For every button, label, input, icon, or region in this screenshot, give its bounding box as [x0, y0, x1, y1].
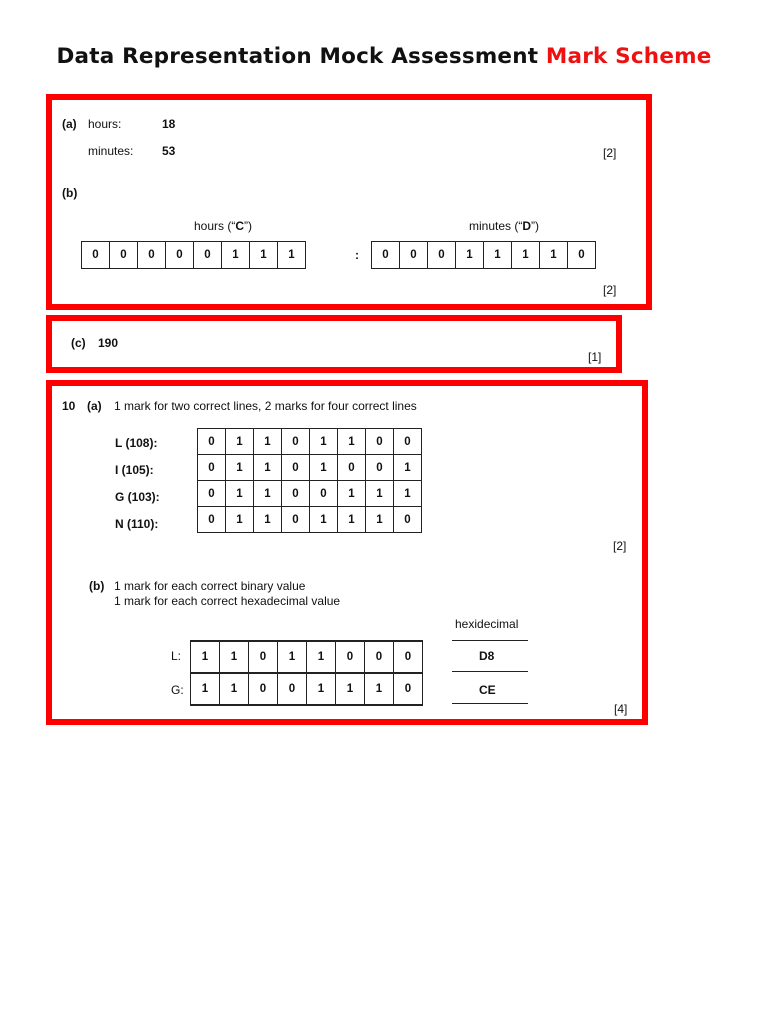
hex-top-rule — [452, 640, 528, 641]
bit-cell: 1 — [254, 507, 282, 533]
q10-part-b-label: (b) — [89, 579, 105, 593]
hex-value-L: D8 — [479, 649, 495, 663]
hours-bit: 0 — [138, 242, 166, 269]
hours-bit: 0 — [194, 242, 222, 269]
bit-cell: 1 — [307, 673, 336, 705]
q10-part-a-marks: [2] — [613, 539, 627, 553]
bit-cell: 0 — [282, 455, 310, 481]
hours-header-prefix: hours (“ — [194, 219, 236, 233]
part-c-marks: [1] — [588, 350, 602, 364]
minutes-header-suffix: ”) — [531, 219, 540, 233]
hours-bit: 0 — [110, 242, 138, 269]
bit-cell: 0 — [198, 429, 226, 455]
bit-cell: 0 — [310, 481, 338, 507]
minutes-bit: 0 — [372, 242, 400, 269]
answer-box-3 — [46, 380, 648, 725]
page-title — [0, 44, 768, 69]
minutes-value: 53 — [162, 144, 176, 158]
q10-part-a-instruction: 1 mark for two correct lines, 2 marks for four correct lines — [114, 399, 417, 413]
bit-cell: 0 — [282, 429, 310, 455]
bit-cell: 0 — [366, 429, 394, 455]
bit-cell: 1 — [220, 641, 249, 673]
hex-value-G: CE — [479, 683, 496, 697]
hours-bit: 1 — [278, 242, 306, 269]
bit-cell: 1 — [226, 481, 254, 507]
row-label-L: L (108): — [115, 436, 158, 450]
q10-part-b-instruction-1: 1 mark for each correct binary value — [114, 579, 306, 593]
minutes-header-letter: D — [522, 219, 532, 233]
table-row — [198, 481, 422, 507]
bit-cell: 0 — [282, 507, 310, 533]
bit-cell: 1 — [191, 641, 220, 673]
answer-box-1 — [46, 94, 652, 310]
bit-cell: 1 — [338, 429, 366, 455]
title-accent: Mark Scheme — [545, 44, 712, 69]
hours-header-suffix: ”) — [244, 219, 253, 233]
hours-bit: 0 — [166, 242, 194, 269]
minutes-label: minutes: — [88, 144, 134, 158]
table-row — [198, 455, 422, 481]
bit-cell: 1 — [394, 455, 422, 481]
minutes-binary-table — [371, 241, 596, 269]
bit-cell: 1 — [226, 455, 254, 481]
table-row — [191, 641, 423, 673]
row-label-I: I (105): — [115, 463, 154, 477]
hours-value: 18 — [162, 117, 176, 131]
bit-cell: 0 — [366, 455, 394, 481]
hours-bit: 1 — [250, 242, 278, 269]
title-main: Data Representation Mock Assessment — [56, 44, 539, 69]
bit-cell: 0 — [249, 641, 278, 673]
bit-cell: 0 — [282, 481, 310, 507]
row-label-N: N (110): — [115, 517, 159, 531]
bit-cell: 1 — [338, 507, 366, 533]
bit-cell: 1 — [310, 429, 338, 455]
hours-header — [194, 219, 252, 233]
bit-cell: 1 — [366, 481, 394, 507]
part-c-value: 190 — [98, 336, 119, 350]
bit-cell: 1 — [338, 481, 366, 507]
part-c-label: (c) — [71, 336, 86, 350]
hours-bit: 1 — [222, 242, 250, 269]
bit-cell: 1 — [310, 507, 338, 533]
minutes-bit: 1 — [456, 242, 484, 269]
bit-cell: 1 — [310, 455, 338, 481]
bit-cell: 0 — [249, 673, 278, 705]
bit-cell: 0 — [394, 641, 423, 673]
q10-part-a-label: (a) — [87, 399, 102, 413]
bit-cell: 1 — [254, 429, 282, 455]
bit-cell: 0 — [365, 641, 394, 673]
hours-binary-table — [81, 241, 306, 269]
minutes-bit: 0 — [400, 242, 428, 269]
hex-bottom-rule — [452, 703, 528, 704]
part-b-marks: [2] — [603, 283, 617, 297]
bit-cell: 0 — [394, 673, 423, 705]
hours-header-letter: C — [235, 219, 245, 233]
bit-cell: 1 — [220, 673, 249, 705]
part-a-marks: [2] — [603, 146, 617, 160]
b-row-label-G: G: — [171, 683, 184, 697]
bit-cell: 1 — [394, 481, 422, 507]
bit-cell: 1 — [278, 641, 307, 673]
hours-bit: 0 — [82, 242, 110, 269]
ascii-binary-table — [197, 428, 422, 533]
hours-label: hours: — [88, 117, 122, 131]
bit-cell: 1 — [226, 507, 254, 533]
b-row-label-L: L: — [171, 649, 182, 663]
bit-cell: 1 — [191, 673, 220, 705]
time-separator: : — [355, 248, 359, 262]
bit-cell: 0 — [338, 455, 366, 481]
bit-cell: 0 — [278, 673, 307, 705]
q10-part-b-instruction-2: 1 mark for each correct hexadecimal value — [114, 594, 341, 608]
bit-cell: 1 — [365, 673, 394, 705]
minutes-bit: 1 — [484, 242, 512, 269]
minutes-header — [469, 219, 539, 233]
minutes-bit: 1 — [512, 242, 540, 269]
bit-cell: 0 — [394, 507, 422, 533]
answer-box-2 — [46, 315, 622, 373]
row-label-G: G (103): — [115, 490, 160, 504]
minutes-bit: 1 — [540, 242, 568, 269]
bit-cell: 1 — [226, 429, 254, 455]
hex-column-header: hexidecimal — [455, 617, 519, 631]
minutes-bit: 0 — [568, 242, 596, 269]
question-number: 10 — [62, 399, 76, 413]
bit-cell: 1 — [336, 673, 365, 705]
bit-cell: 0 — [198, 507, 226, 533]
bit-cell: 1 — [254, 455, 282, 481]
table-row — [198, 429, 422, 455]
minutes-header-prefix: minutes (“ — [469, 219, 523, 233]
bit-cell: 0 — [198, 455, 226, 481]
minutes-bit: 0 — [428, 242, 456, 269]
table-row — [191, 673, 423, 705]
q10-part-b-marks: [4] — [614, 702, 628, 716]
table-row — [198, 507, 422, 533]
bit-cell: 0 — [198, 481, 226, 507]
hex-binary-table — [190, 640, 423, 706]
hex-middle-rule — [452, 671, 528, 672]
part-b-label: (b) — [62, 186, 78, 200]
bit-cell: 1 — [307, 641, 336, 673]
bit-cell: 0 — [336, 641, 365, 673]
bit-cell: 1 — [254, 481, 282, 507]
bit-cell: 1 — [366, 507, 394, 533]
bit-cell: 0 — [394, 429, 422, 455]
part-a-label: (a) — [62, 117, 77, 131]
